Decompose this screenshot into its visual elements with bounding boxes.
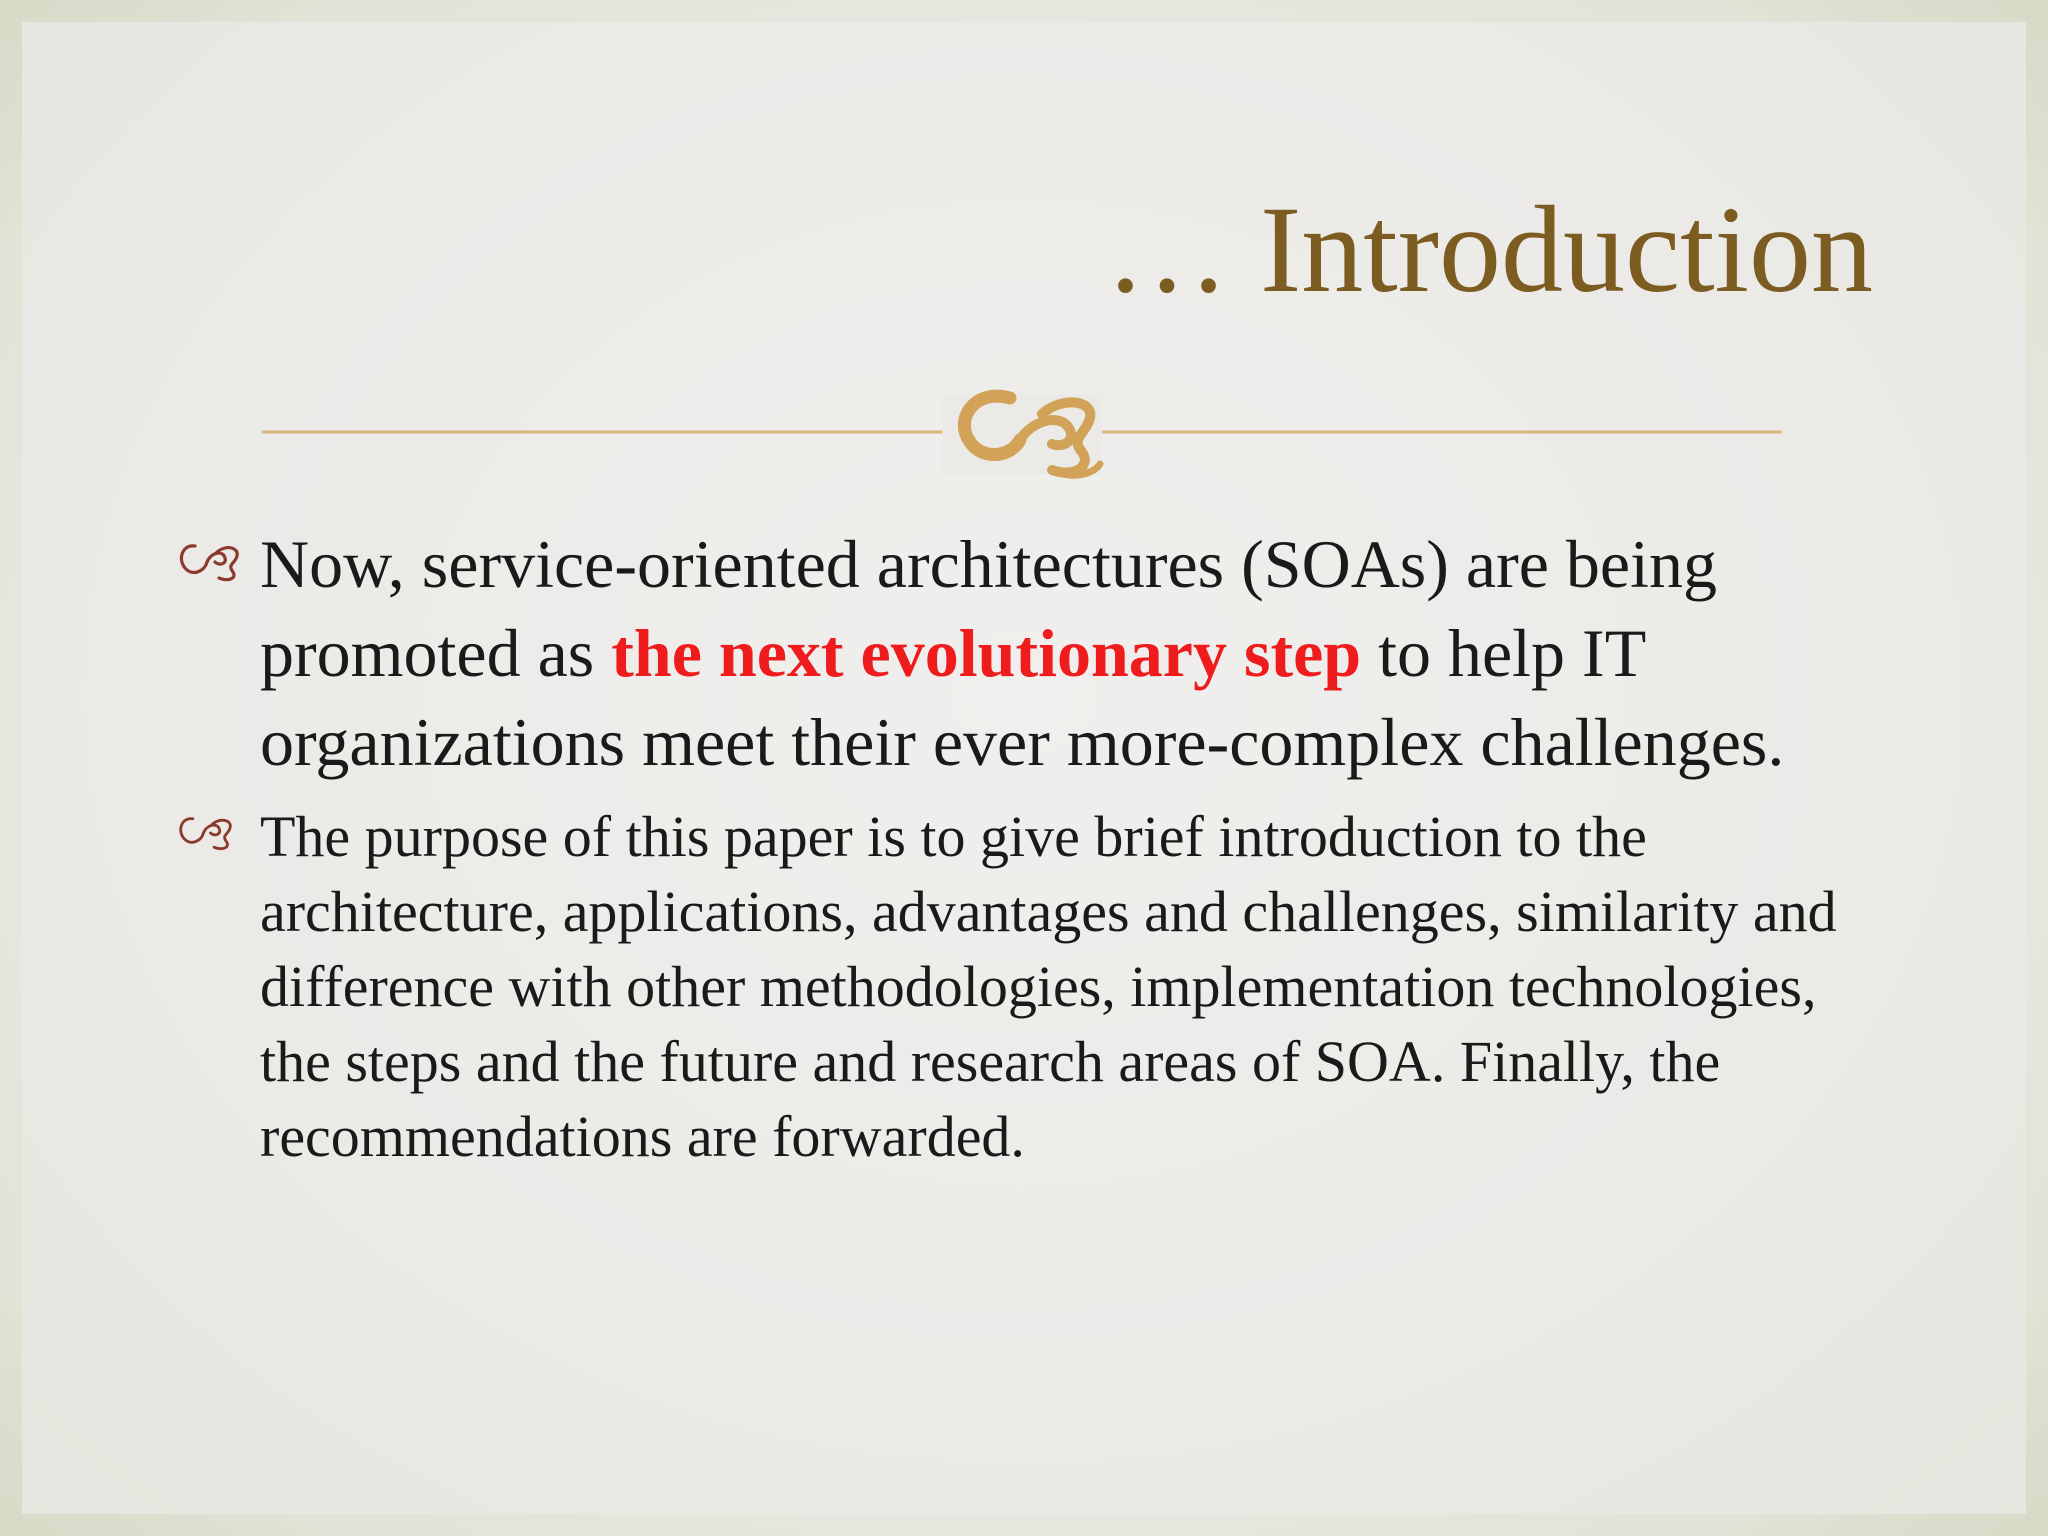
bullet-list <box>175 520 1895 1174</box>
ornamental-bullet-icon <box>175 813 239 853</box>
bullet-1-text-before: Now, service-oriented architectures (SOAs) are being promoted as <box>260 526 1717 691</box>
bullet-2-text: The purpose of this paper is to give brief introduction to the architecture, applications, advantages and challenges, similarity and difference with other methodologies, implementation technologies, the steps and the future and research areas of SOA. Finally, the recommendations are forwarded. <box>260 804 1837 1169</box>
bullet-1-highlight: the next evolutionary step <box>611 615 1362 691</box>
title-divider <box>262 384 1782 484</box>
bullet-item-1 <box>175 520 1895 787</box>
bullet-1-text-after: to help IT organizations meet their ever more-complex challenges. <box>260 615 1785 780</box>
slide-title: … Introduction <box>1105 181 1873 318</box>
ornamental-bullet-icon <box>175 540 247 584</box>
bullet-item-2 <box>175 799 1895 1174</box>
